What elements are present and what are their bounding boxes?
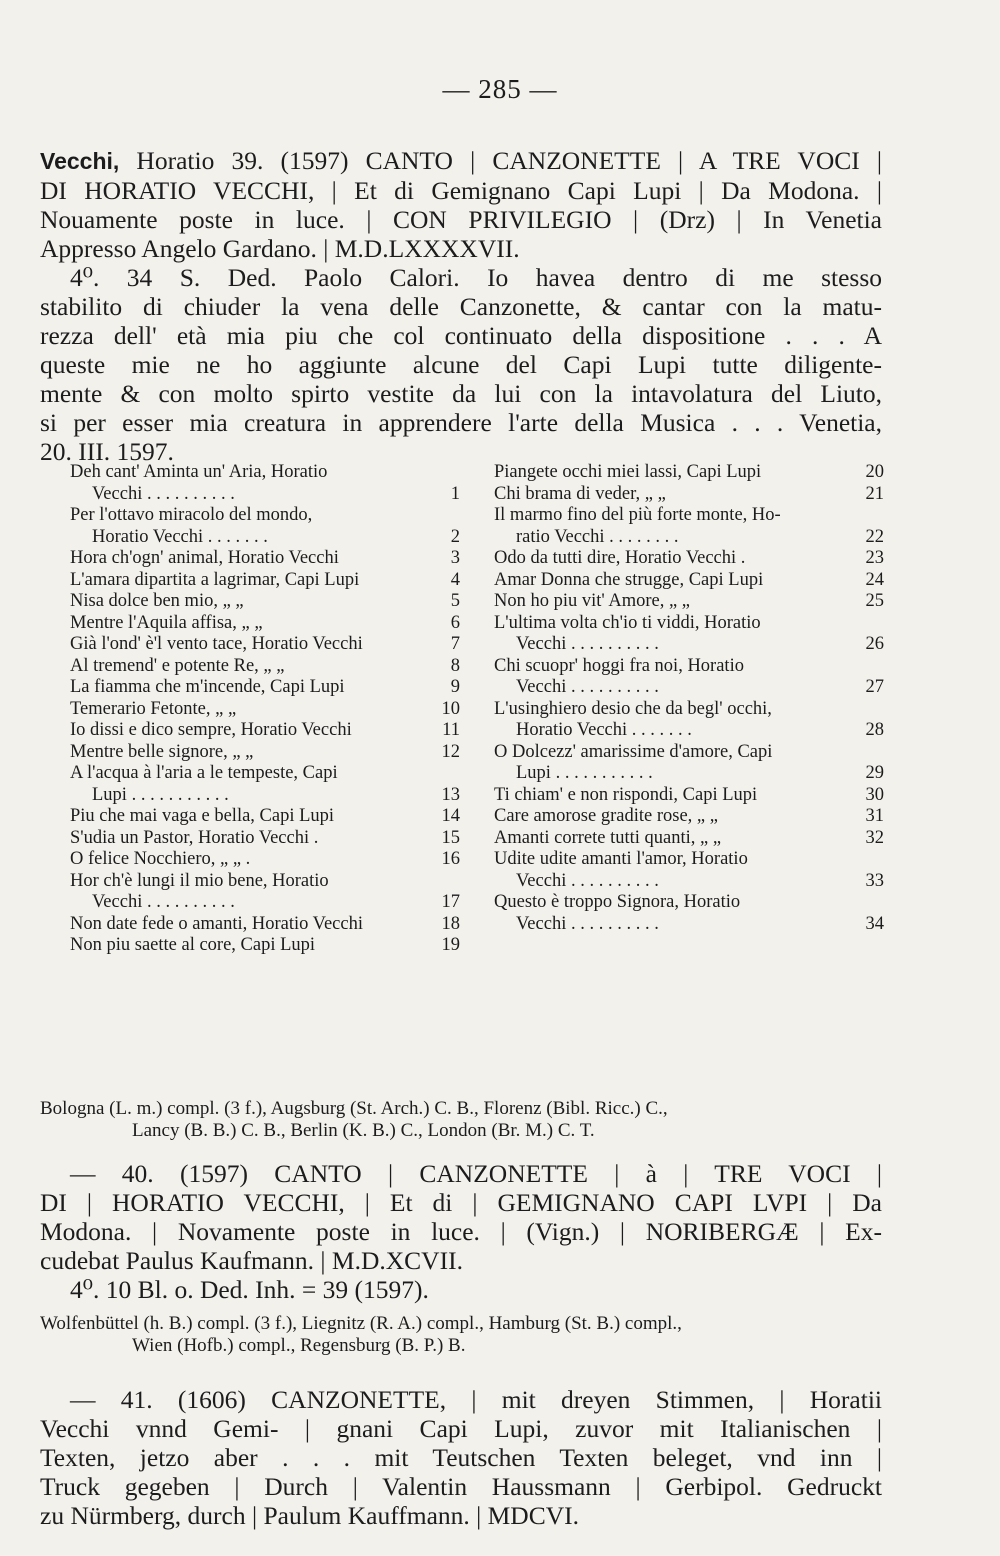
contents-item [494, 699, 884, 721]
song-title: Già l'ond' è'l vento tace, Horatio Vecchi [70, 634, 363, 654]
song-number: 13 [441, 784, 460, 805]
entry-39-line: mente & con molto spirto vestite da lui con la intavolatura del Liuto, [40, 379, 882, 408]
song-number: 10 [441, 698, 460, 719]
song-number: 3 [450, 548, 460, 568]
song-title: Il marmo fino del più forte monte, Ho- [494, 505, 781, 525]
song-title: Care amorose gradite rose, „ „ [494, 806, 718, 826]
contents-item [494, 484, 884, 506]
song-title: Hora ch'ogn' animal, Horatio Vecchi [70, 548, 339, 568]
song-number: 27 [865, 677, 884, 697]
entry-39-line: DI HORATIO VECCHI, | Et di Gemignano Capi Lupi | Da Modona. | [40, 176, 882, 205]
entry-39-line: si per esser mia creatura in apprendere l'arte della Musica . . . Venetia, [40, 408, 882, 437]
contents-item [70, 742, 460, 764]
contents-item [494, 613, 884, 635]
contents-item [70, 656, 460, 678]
entry-41-line: Texten, jetzo aber . . . mit Teutschen Texten beleget, vnd inn | [40, 1443, 882, 1472]
entry-39-line: Nouamente poste in luce. | CON PRIVILEGIO | (Drz) | In Venetia [40, 205, 882, 234]
song-title: Piu che mai vaga e bella, Capi Lupi [70, 806, 335, 826]
contents-item [494, 677, 884, 699]
song-title: Udite udite amanti l'amor, Horatio [494, 849, 748, 869]
song-title: Temerario Fetonte, „ „ [70, 698, 237, 719]
contents-item [70, 914, 460, 936]
contents-item [494, 591, 884, 613]
song-number: 24 [865, 569, 884, 590]
song-title: Vecchi . . . . . . . . . . [516, 677, 659, 697]
song-number: 32 [865, 827, 884, 848]
song-number: 26 [865, 634, 884, 654]
song-number: 18 [441, 913, 460, 934]
song-title: La fiamma che m'incende, Capi Lupi [70, 677, 345, 697]
song-number: 12 [441, 741, 460, 762]
contents-item [494, 720, 884, 742]
contents-list [70, 462, 884, 972]
contents-column-left [70, 462, 460, 957]
song-title: Chi scuopr' hoggi fra noi, Horatio [494, 655, 744, 676]
song-title: S'udia un Pastor, Horatio Vecchi . [70, 827, 319, 848]
song-title: Ti chiam' e non rispondi, Capi Lupi [494, 784, 758, 805]
song-number: 9 [450, 677, 460, 697]
contents-item [494, 742, 884, 764]
contents-item [70, 892, 460, 914]
contents-item [70, 806, 460, 828]
song-title: ratio Vecchi . . . . . . . . [516, 526, 679, 547]
entry-39-line: queste mie ne ho aggiunte alcune del Capi Lupi tutte diligente- [40, 350, 882, 379]
entry-39 [40, 146, 882, 466]
song-title: Mentre belle signore, „ „ [70, 741, 254, 762]
library-line: Lancy (B. B.) C. B., Berlin (K. B.) C., London (Br. M.) C. T. [132, 1120, 595, 1141]
song-title: L'ultima volta ch'io ti viddi, Horatio [494, 612, 761, 633]
library-line: Bologna (L. m.) compl. (3 f.), Augsburg (St. Arch.) C. B., Florenz (Bibl. Ricc.) C., [40, 1098, 668, 1119]
entry-39-line: 20. III. 1597. [40, 437, 174, 466]
contents-item [494, 763, 884, 785]
song-number: 20 [865, 462, 884, 482]
library-line: Wolfenbüttel (h. B.) compl. (3 f.), Liegnitz (R. A.) compl., Hamburg (St. B.) compl., [40, 1313, 682, 1334]
song-title: Amanti correte tutti quanti, „ „ [494, 827, 722, 848]
entry-41-line: — 41. (1606) CANZONETTE, | mit dreyen Stimmen, | Horatii [70, 1385, 882, 1414]
song-number: 1 [450, 483, 460, 504]
song-number: 25 [865, 591, 884, 611]
contents-item [70, 871, 460, 893]
song-title: Lupi . . . . . . . . . . . [516, 763, 653, 783]
contents-item [70, 720, 460, 742]
entry-41 [40, 1385, 882, 1530]
song-title: Non date fede o amanti, Horatio Vecchi [70, 913, 363, 934]
contents-item [70, 570, 460, 592]
song-title: Vecchi . . . . . . . . . . [516, 634, 659, 654]
author-name: Vecchi, [40, 148, 120, 174]
song-title: Non ho piu vit' Amore, „ „ [494, 591, 691, 611]
contents-item [494, 548, 884, 570]
song-number: 7 [450, 634, 460, 654]
song-number: 5 [450, 591, 460, 611]
song-title: Questo è troppo Signora, Horatio [494, 892, 741, 912]
song-title: Vecchi . . . . . . . . . . [92, 892, 235, 912]
song-title: O felice Nocchiero, „ „ . [70, 849, 251, 869]
song-number: 17 [441, 892, 460, 912]
song-title: Hor ch'è lungi il mio bene, Horatio [70, 870, 329, 891]
entry-39-line: stabilito di chiuder la vena delle Canzonette, & cantar con la matu- [40, 292, 882, 321]
song-number: 2 [450, 526, 460, 547]
song-title: Vecchi . . . . . . . . . . [516, 913, 659, 934]
song-number: 15 [441, 827, 460, 848]
contents-item [494, 849, 884, 871]
song-title: Horatio Vecchi . . . . . . . [92, 526, 268, 547]
contents-item [494, 785, 884, 807]
entry-41-line: Truck gegeben | Durch | Valentin Haussmann | Gerbipol. Gedruckt [40, 1472, 882, 1501]
entry-39-line: 4⁰. 34 S. Ded. Paolo Calori. Io havea dentro di me stesso [70, 263, 882, 292]
contents-item [70, 699, 460, 721]
song-number: 16 [441, 849, 460, 869]
song-title: Nisa dolce ben mio, „ „ [70, 591, 244, 611]
contents-item [70, 527, 460, 549]
contents-item [70, 935, 460, 957]
contents-item [494, 914, 884, 936]
song-title: Io dissi e dico sempre, Horatio Vecchi [70, 720, 352, 740]
song-title: L'usinghiero desio che da begl' occhi, [494, 698, 772, 719]
contents-item [70, 849, 460, 871]
song-number: 22 [865, 526, 884, 547]
contents-item [494, 570, 884, 592]
song-title: Horatio Vecchi . . . . . . . [516, 720, 692, 740]
song-number: 30 [865, 784, 884, 805]
page-number: — 285 — [442, 74, 558, 104]
contents-item [494, 806, 884, 828]
song-number: 33 [865, 870, 884, 891]
song-title: Odo da tutti dire, Horatio Vecchi . [494, 548, 746, 568]
contents-item [70, 613, 460, 635]
library-line: Wien (Hofb.) compl., Regensburg (B. P.) B. [132, 1335, 466, 1356]
song-title: Per l'ottavo miracolo del mondo, [70, 505, 313, 525]
song-number: 4 [450, 569, 460, 590]
song-title: Deh cant' Aminta un' Aria, Horatio [70, 462, 328, 482]
song-number: 34 [865, 913, 884, 934]
song-number: 21 [865, 483, 884, 504]
contents-item [70, 591, 460, 613]
contents-item [70, 548, 460, 570]
contents-item [494, 656, 884, 678]
song-number: 8 [450, 655, 460, 676]
contents-item [494, 892, 884, 914]
entry-39-line: Appresso Angelo Gardano. | M.D.LXXXXVII. [40, 234, 520, 263]
contents-item [494, 871, 884, 893]
contents-item [494, 505, 884, 527]
song-title: Amar Donna che strugge, Capi Lupi [494, 569, 764, 590]
song-number: 11 [442, 720, 460, 740]
contents-item [70, 634, 460, 656]
song-number: 29 [865, 763, 884, 783]
song-number: 14 [441, 806, 460, 826]
song-number: 28 [865, 720, 884, 740]
song-title: Lupi . . . . . . . . . . . [92, 784, 229, 805]
contents-item [70, 785, 460, 807]
libraries-39 [40, 1098, 900, 1142]
contents-item [494, 527, 884, 549]
song-title: L'amara dipartita a lagrimar, Capi Lupi [70, 569, 360, 590]
song-title: Al tremend' e potente Re, „ „ [70, 655, 285, 676]
song-title: Mentre l'Aquila affisa, „ „ [70, 612, 263, 633]
entry-41-line: zu Nürmberg, durch | Paulum Kauffmann. | MDCVI. [40, 1501, 580, 1530]
entry-40-line: Modona. | Novamente poste in luce. | (Vign.) | NORIBERGÆ | Ex- [40, 1217, 882, 1246]
contents-item [494, 462, 884, 484]
contents-item [70, 505, 460, 527]
song-title: Piangete occhi miei lassi, Capi Lupi [494, 462, 762, 482]
song-number: 19 [441, 935, 460, 955]
contents-item [70, 462, 460, 484]
song-title: A l'acqua à l'aria a le tempeste, Capi [70, 763, 338, 783]
entry-40-line: 4⁰. 10 Bl. o. Ded. Inh. = 39 (1597). [70, 1275, 429, 1304]
song-title: Non piu saette al core, Capi Lupi [70, 935, 316, 955]
contents-item [494, 828, 884, 850]
entry-40-line: DI | HORATIO VECCHI, | Et di | GEMIGNANO CAPI LVPI | Da [40, 1188, 882, 1217]
contents-column-right [494, 462, 884, 935]
contents-item [70, 763, 460, 785]
contents-item [494, 634, 884, 656]
entry-40-line: — 40. (1597) CANTO | CANZONETTE | à | TRE VOCI | [70, 1159, 882, 1188]
song-number: 23 [865, 548, 884, 568]
song-title: Vecchi . . . . . . . . . . [92, 483, 235, 504]
entry-41-line: Vecchi vnnd Gemi- | gnani Capi Lupi, zuvor mit Italianischen | [40, 1414, 882, 1443]
contents-item [70, 677, 460, 699]
song-title: Vecchi . . . . . . . . . . [516, 870, 659, 891]
song-number: 6 [450, 612, 460, 633]
contents-item [70, 484, 460, 506]
entry-39-line: Vecchi, Horatio 39. (1597) CANTO | CANZONETTE | A TRE VOCI | [40, 146, 882, 175]
entry-40-line: cudebat Paulus Kaufmann. | M.D.XCVII. [40, 1246, 463, 1275]
contents-item [70, 828, 460, 850]
song-title: Chi brama di veder, „ „ [494, 483, 666, 504]
entry-39-line: rezza dell' età mia piu che col continuato della dispositione . . . A [40, 321, 882, 350]
song-number: 31 [865, 806, 884, 826]
entry-40-text [40, 1159, 882, 1304]
song-title: O Dolcezz' amarissime d'amore, Capi [494, 741, 773, 762]
libraries-40 [40, 1313, 900, 1357]
